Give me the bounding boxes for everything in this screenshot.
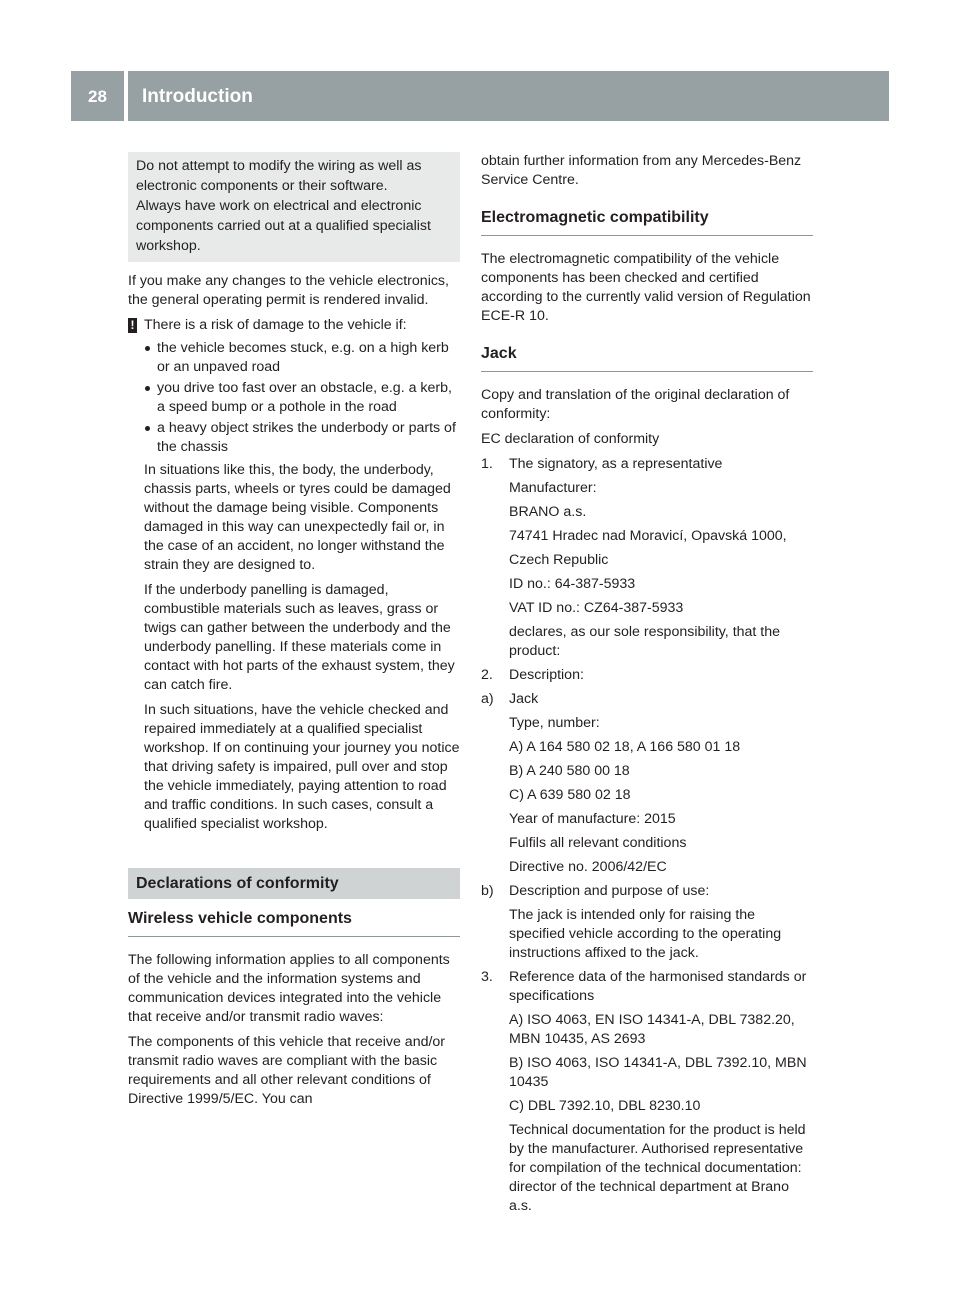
list-item <box>481 882 813 901</box>
paragraph: If the underbody panelling is damaged, combustible materials such as leaves, grass or twigs can gather between the underbody and the underbody panelling. If these materials come in contact with hot parts of the exhaust system, they can catch fire. <box>144 582 455 693</box>
wireless-heading: Wireless vehicle components <box>128 909 460 937</box>
item-line: A) A 164 580 02 18, A 166 580 01 18 <box>509 739 741 755</box>
page-title: Introduction <box>128 71 889 121</box>
paragraph: The components of this vehicle that receive and/or transmit radio waves are compliant with the basic requirements and all other relevant conditions of Directive 1999/5/EC. You can <box>128 1034 446 1107</box>
item-text: Description and purpose of use: <box>509 883 710 899</box>
paragraph: obtain further information from any Mercedes-Benz Service Centre. <box>481 153 802 188</box>
item-line: The jack is intended only for raising the specified vehicle according to the operating instructions affixed to the jack. <box>509 907 782 961</box>
item-text: Jack <box>509 691 539 707</box>
list-item <box>481 690 813 709</box>
paragraph: EC declaration of conformity <box>481 431 660 447</box>
item-number: 2. <box>481 667 493 683</box>
item-text: The signatory, as a representative <box>509 456 723 472</box>
item-line: Czech Republic <box>509 552 609 568</box>
item-line: Directive no. 2006/42/EC <box>509 859 667 875</box>
item-line: declares, as our sole responsibility, that the product: <box>509 624 781 659</box>
emc-heading: Electromagnetic compatibility <box>481 208 813 236</box>
paragraph: Copy and translation of the original declaration of conformity: <box>481 387 790 422</box>
item-number: 3. <box>481 969 493 985</box>
item-line: C) DBL 7392.10, DBL 8230.10 <box>509 1098 701 1114</box>
item-line: B) A 240 580 00 18 <box>509 763 630 779</box>
exclamation-icon: ! <box>128 318 137 333</box>
item-line: B) ISO 4063, ISO 14341-A, DBL 7392.10, MBN 10435 <box>509 1055 807 1090</box>
left-column <box>128 152 460 1115</box>
warning-box <box>128 152 460 262</box>
warning-text: Do not attempt to modify the wiring as well as electronic components or their software. <box>136 158 422 194</box>
item-line: Technical documentation for the product is held by the manufacturer. Authorised representative for compilation of the technical documentation: director of the technical department at Brano a.s. <box>509 1122 806 1214</box>
item-line: C) A 639 580 02 18 <box>509 787 631 803</box>
section-title: Declarations of conformity <box>128 868 460 899</box>
item-line: Type, number: <box>509 715 600 731</box>
list-item: you drive too fast over an obstacle, e.g. a kerb, a speed bump or a pothole in the road <box>144 379 460 417</box>
item-line: ID no.: 64-387-5933 <box>509 576 636 592</box>
list-item <box>481 968 813 1006</box>
right-column <box>481 152 813 1221</box>
list-item: the vehicle becomes stuck, e.g. on a high kerb or an unpaved road <box>144 339 460 377</box>
paragraph: In such situations, have the vehicle checked and repaired immediately at a qualified specialist workshop. If on continuing your journey you notice that driving safety is impaired, pull over and stop the vehicle immediately, paying attention to road and traffic conditions. In such cases, consult a qualified specialist workshop. <box>144 702 460 832</box>
risk-list <box>144 339 460 457</box>
item-line: Year of manufacture: 2015 <box>509 811 676 827</box>
warning-text: Always have work on electrical and electronic components carried out at a qualified specialist workshop. <box>136 198 431 254</box>
list-item <box>481 455 813 474</box>
paragraph: In situations like this, the body, the underbody, chassis parts, wheels or tyres could be damaged without the damage being visible. Components damaged in this way can unexpectedly fail or, in the case of an accident, no longer withstand the strain they are designed to. <box>144 462 451 573</box>
item-letter: a) <box>481 691 494 707</box>
paragraph: The electromagnetic compatibility of the vehicle components has been checked and certified according to the currently valid version of Regulation ECE-R 10. <box>481 251 811 324</box>
risk-intro: There is a risk of damage to the vehicle if: <box>144 317 407 333</box>
page-number: 28 <box>71 71 124 121</box>
item-text: Reference data of the harmonised standards or specifications <box>509 969 807 1004</box>
list-item: a heavy object strikes the underbody or parts of the chassis <box>144 419 460 457</box>
item-line: A) ISO 4063, EN ISO 14341-A, DBL 7382.20, MBN 10435, AS 2693 <box>509 1012 795 1047</box>
risk-notice <box>128 316 460 335</box>
item-line: VAT ID no.: CZ64-387-5933 <box>509 600 684 616</box>
item-line: 74741 Hradec nad Moravicí, Opavská 1000, <box>509 528 787 544</box>
paragraph: The following information applies to all components of the vehicle and the information systems and communication devices integrated into the vehicle that receive and/or transmit radio waves: <box>128 952 450 1025</box>
item-line: Fulfils all relevant conditions <box>509 835 687 851</box>
item-number: 1. <box>481 456 493 472</box>
item-line: Manufacturer: <box>509 480 597 496</box>
item-letter: b) <box>481 883 494 899</box>
item-line: BRANO a.s. <box>509 504 587 520</box>
item-text: Description: <box>509 667 584 683</box>
jack-heading: Jack <box>481 344 813 372</box>
list-item <box>481 666 813 685</box>
paragraph: If you make any changes to the vehicle electronics, the general operating permit is rendered invalid. <box>128 273 449 308</box>
